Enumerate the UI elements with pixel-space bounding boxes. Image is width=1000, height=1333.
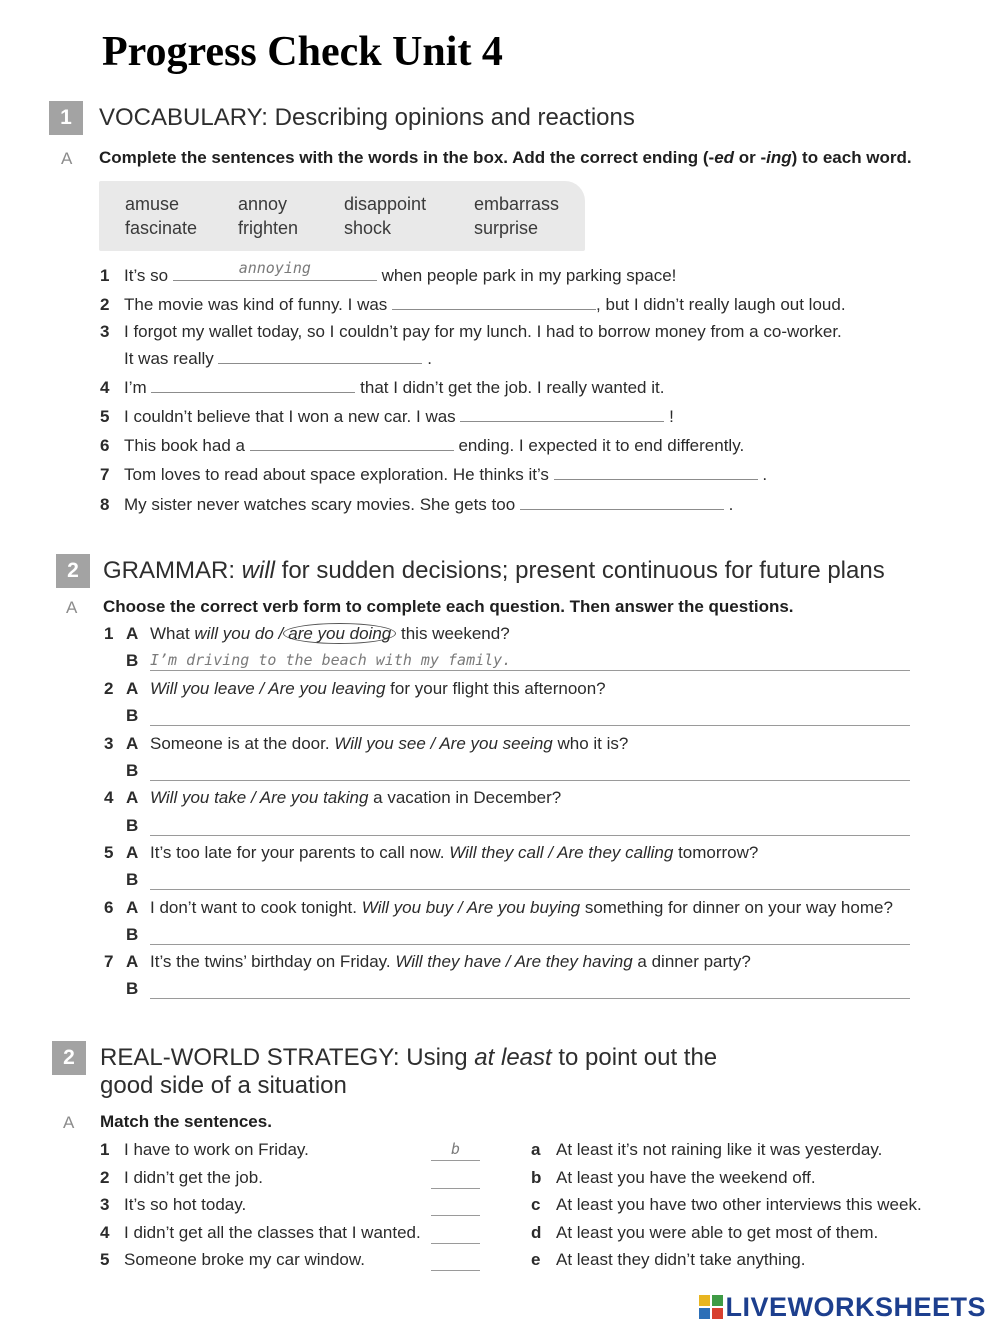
match-blank[interactable] [431, 1195, 480, 1216]
answer-blank[interactable] [250, 432, 454, 451]
match-option: d At least you were able to get most of them. [531, 1223, 879, 1242]
match-item: 5 Someone broke my car window. [100, 1250, 365, 1269]
page-title: Progress Check Unit 4 [102, 29, 503, 75]
verb-options[interactable]: Will they have / Are they having [395, 952, 633, 971]
word-box-word: surprise [474, 218, 539, 238]
section-3-title-line2: good side of a situation [100, 1072, 347, 1099]
vocab-item: 5 I couldn’t believe that I won a new car. I was ! [100, 403, 674, 428]
match-item: 2 I didn’t get the job. [100, 1168, 263, 1187]
word-box-word: amuse [125, 194, 180, 214]
vocab-item: 6 This book had a ending. I expected it to end differently. [100, 432, 744, 457]
grammar-question: 5 A It’s too late for your parents to call now. Will they call / Are they calling tomorrow? [104, 843, 759, 862]
answer-blank[interactable] [520, 491, 724, 510]
section-1-instruction: Complete the sentences with the words in the box. Add the correct ending (-ed or -ing) to each word. [99, 148, 912, 167]
liveworksheets-logo[interactable]: LIVEWORKSHEETS [699, 1292, 986, 1323]
word-box [99, 181, 585, 251]
answer-line[interactable] [150, 869, 910, 890]
answer-line[interactable] [150, 815, 910, 836]
grammar-question: 2 A Will you leave / Are you leaving for your flight this afternoon? [104, 679, 606, 698]
section-2-number: 2 [56, 554, 90, 588]
verb-option[interactable]: will you do / [194, 624, 284, 643]
vocab-item: 1 It’s so annoying when people park in my parking space! [100, 259, 677, 285]
verb-option-circled[interactable]: are you doing [283, 623, 396, 644]
vocab-item: 7 Tom loves to read about space exploration. He thinks it’s . [100, 461, 767, 486]
grammar-question: 4 A Will you take / Are you taking a vacation in December? [104, 788, 562, 807]
answer-label: B [126, 979, 139, 998]
verb-options[interactable]: Will you leave / Are you leaving [150, 679, 386, 698]
answer-label: B [126, 706, 139, 725]
answer-label: B [126, 651, 139, 670]
match-item: 3 It’s so hot today. [100, 1195, 247, 1214]
match-item: 1 I have to work on Friday. [100, 1140, 309, 1159]
match-option: e At least they didn’t take anything. [531, 1250, 806, 1269]
vocab-item: 4 I’m that I didn’t get the job. I really wanted it. [100, 374, 664, 399]
verb-options[interactable]: Will you see / Are you seeing [334, 734, 553, 753]
match-blank[interactable] [431, 1168, 480, 1189]
answer-blank[interactable] [151, 374, 355, 393]
match-option: b At least you have the weekend off. [531, 1168, 816, 1187]
verb-options[interactable]: Will you take / Are you taking [150, 788, 369, 807]
word-box-word: annoy [238, 194, 288, 214]
match-option: a At least it’s not raining like it was yesterday. [531, 1140, 883, 1159]
word-box-word: shock [344, 218, 392, 238]
section-1-title: VOCABULARY: Describing opinions and reactions [99, 104, 635, 131]
answer-blank[interactable] [554, 461, 758, 480]
answer-label: B [126, 925, 139, 944]
word-box-word: fascinate [125, 218, 198, 238]
match-blank[interactable] [431, 1223, 480, 1244]
word-box-word: disappoint [344, 194, 427, 214]
match-blank[interactable] [431, 1250, 480, 1271]
answer-line[interactable] [150, 760, 910, 781]
section-3-instruction: Match the sentences. [100, 1112, 272, 1131]
grammar-question: 7 A It’s the twins’ birthday on Friday. Will they have / Are they having a dinner party? [104, 952, 751, 971]
match-blank[interactable]: b [431, 1140, 480, 1161]
answer-blank[interactable] [218, 345, 422, 364]
section-2-letter: A [66, 598, 78, 617]
section-1-number: 1 [49, 101, 83, 135]
answer-line[interactable] [150, 978, 910, 999]
word-box-word: frighten [238, 218, 299, 238]
vocab-item-continued: It was really . [124, 345, 432, 370]
liveworksheets-logo-icon [699, 1295, 723, 1319]
answer-label: B [126, 761, 139, 780]
section-1-letter: A [61, 149, 73, 168]
section-3-number: 2 [52, 1041, 86, 1075]
vocab-item: 3 I forgot my wallet today, so I couldn’t pay for my lunch. I had to borrow money from a co-worker. [100, 322, 842, 341]
verb-options[interactable]: Will they call / Are they calling [449, 843, 674, 862]
word-box-word: embarrass [474, 194, 560, 214]
section-2-title: GRAMMAR: will for sudden decisions; present continuous for future plans [103, 557, 885, 584]
answer-line[interactable]: I’m driving to the beach with my family. [150, 650, 910, 671]
grammar-question: 1 A What will you do / are you doing this weekend? [104, 624, 510, 643]
answer-label: B [126, 816, 139, 835]
answer-line[interactable] [150, 924, 910, 945]
vocab-item: 8 My sister never watches scary movies. She gets too . [100, 491, 733, 516]
answer-blank[interactable] [460, 403, 664, 422]
answer-blank[interactable] [392, 291, 596, 310]
section-2-instruction: Choose the correct verb form to complete each question. Then answer the questions. [103, 597, 794, 616]
section-3-letter: A [63, 1113, 75, 1132]
vocab-item: 2 The movie was kind of funny. I was , but I didn’t really laugh out loud. [100, 291, 846, 316]
answer-line[interactable] [150, 705, 910, 726]
section-3-title: REAL-WORLD STRATEGY: Using at least to point out the [100, 1044, 718, 1071]
grammar-question: 6 A I don’t want to cook tonight. Will you buy / Are you buying something for dinner on your way home? [104, 898, 893, 917]
match-item: 4 I didn’t get all the classes that I wanted. [100, 1223, 421, 1242]
verb-options[interactable]: Will you buy / Are you buying [361, 898, 581, 917]
answer-blank[interactable]: annoying [173, 262, 377, 281]
grammar-question: 3 A Someone is at the door. Will you see / Are you seeing who it is? [104, 734, 629, 753]
answer-label: B [126, 870, 139, 889]
match-option: c At least you have two other interviews this week. [531, 1195, 922, 1214]
